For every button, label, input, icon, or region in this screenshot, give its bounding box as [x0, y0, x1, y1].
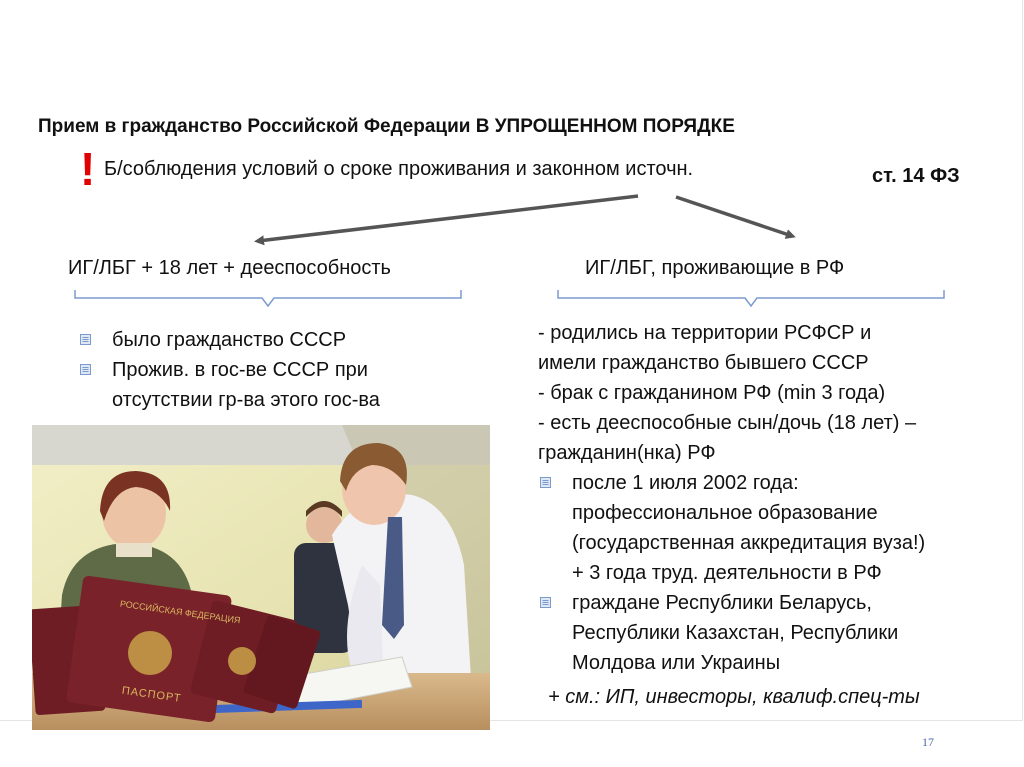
law-reference: ст. 14 ФЗ: [872, 165, 960, 187]
list-item-text: после 1 июля 2002 года:: [572, 472, 799, 494]
list-item-text: + 3 года труд. деятельности в РФ: [572, 562, 882, 584]
photo-illustration: [32, 425, 490, 730]
passport-label: ПАСПОРТ: [121, 684, 183, 705]
list-line: - есть дееспособные сын/дочь (18 лет) –: [538, 412, 917, 434]
condition-text: Б/соблюдения условий о сроке проживания и законном источн.: [104, 158, 694, 180]
list-line: гражданин(нка) РФ: [538, 442, 716, 464]
square-bullet-icon: [540, 477, 551, 488]
list-item: [78, 325, 498, 355]
list-item-text: профессиональное образование: [572, 502, 878, 524]
passport-office-photo: [32, 425, 490, 730]
square-bullet-icon: [80, 364, 91, 375]
left-bullet-list: [78, 325, 498, 415]
list-line: - брак с гражданином РФ (min 3 года): [538, 382, 886, 404]
page-number: 17: [922, 735, 934, 749]
right-list: [538, 318, 1024, 678]
slide-title: Прием в гражданство Российской Федерации В УПРОЩЕННОМ ПОРЯДКЕ: [38, 116, 735, 137]
square-bullet-icon: [540, 597, 551, 608]
left-heading: ИГ/ЛБГ + 18 лет + дееспособность: [68, 257, 391, 279]
list-item-text: Прожив. в гос-ве СССР при: [112, 359, 368, 381]
extra-note: + см.: ИП, инвесторы, квалиф.спец-ты: [548, 686, 920, 708]
list-item-text: (государственная аккредитация вуза!): [572, 532, 926, 554]
square-bullet-icon: [80, 334, 91, 345]
list-item: [78, 355, 498, 415]
list-line: имели гражданство бывшего СССР: [538, 352, 869, 374]
list-item-text: Молдова или Украины: [572, 652, 781, 674]
list-line: - родились на территории РСФСР и: [538, 322, 872, 344]
list-item-text: Республики Казахстан, Республики: [572, 622, 899, 644]
list-item: [538, 468, 1024, 588]
passport-cover-label: РОССИЙСКАЯ ФЕДЕРАЦИЯ: [119, 598, 242, 626]
list-item: [538, 588, 1024, 678]
list-item-text: было гражданство СССР: [112, 329, 347, 351]
right-heading: ИГ/ЛБГ, проживающие в РФ: [585, 257, 845, 279]
list-item-text: граждане Республики Беларусь,: [572, 592, 872, 614]
exclamation-mark: !: [80, 143, 96, 195]
list-item-text: отсутствии гр-ва этого гос-ва: [112, 389, 380, 411]
